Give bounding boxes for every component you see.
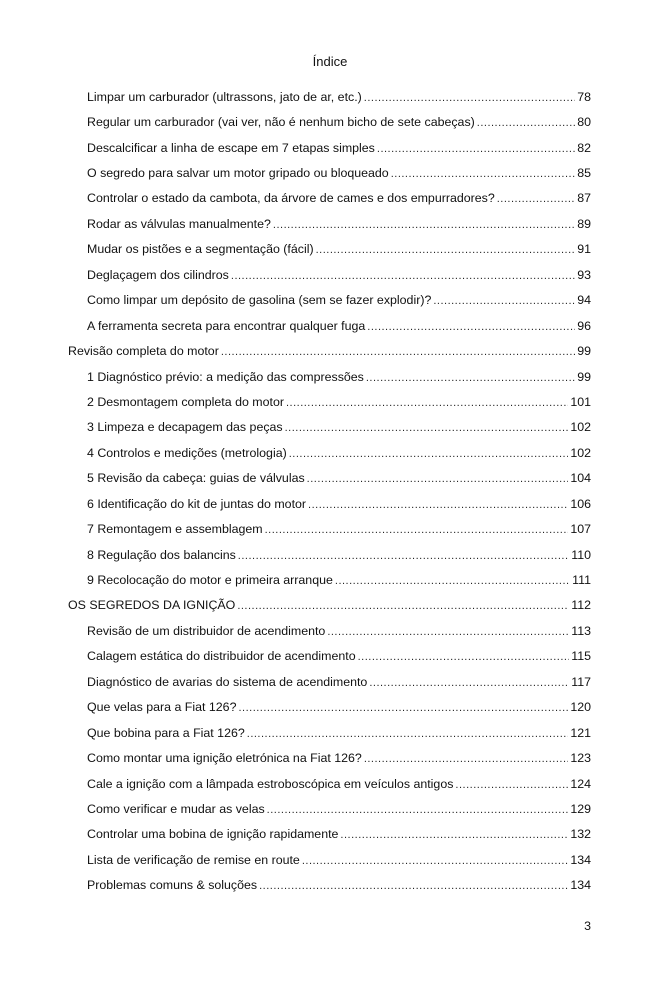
toc-dot-leader bbox=[367, 319, 575, 335]
toc-dot-leader bbox=[340, 827, 568, 843]
toc-entry-page-number: 112 bbox=[571, 598, 591, 613]
toc-subsection-entry[interactable] bbox=[0, 237, 660, 262]
toc-entry-page-number: 117 bbox=[571, 674, 591, 689]
toc-subsection-entry[interactable] bbox=[0, 516, 660, 541]
toc-subsection-entry[interactable] bbox=[0, 84, 660, 109]
toc-entry-title: Revisão de um distribuidor de acendimento bbox=[87, 623, 326, 638]
toc-entry-page-number: 134 bbox=[570, 878, 591, 893]
toc-subsection-entry[interactable] bbox=[0, 466, 660, 491]
toc-subsection-entry[interactable] bbox=[0, 542, 660, 567]
toc-entry-title: Regular um carburador (vai ver, não é nenhum bicho de sete cabeças) bbox=[87, 115, 475, 130]
toc-entry-title: Deglaçagem dos cilindros bbox=[87, 267, 229, 282]
toc-entry-page-number: 120 bbox=[570, 700, 591, 715]
toc-entry-page-number: 115 bbox=[571, 649, 591, 664]
toc-entry-page-number: 124 bbox=[570, 776, 591, 791]
toc-entry-title: Como limpar um depósito de gasolina (sem se fazer explodir)? bbox=[87, 293, 432, 308]
toc-entry-page-number: 132 bbox=[570, 827, 591, 842]
toc-entry-title: O segredo para salvar um motor gripado ou bloqueado bbox=[87, 166, 389, 181]
toc-entry-page-number: 85 bbox=[577, 166, 591, 181]
toc-subsection-entry[interactable] bbox=[0, 313, 660, 338]
toc-entry-page-number: 89 bbox=[577, 216, 591, 231]
toc-entry-page-number: 106 bbox=[570, 496, 591, 511]
toc-entry-title: Mudar os pistões e a segmentação (fácil) bbox=[87, 242, 314, 257]
toc-subsection-entry[interactable] bbox=[0, 211, 660, 236]
toc-entry-title: Diagnóstico de avarias do sistema de acendimento bbox=[87, 674, 368, 689]
toc-subsection-entry[interactable] bbox=[0, 771, 660, 796]
toc-entry-title: Como montar uma ignição eletrónica na Fiat 126? bbox=[87, 751, 362, 766]
toc-entry-page-number: 94 bbox=[577, 293, 591, 308]
toc-subsection-entry[interactable] bbox=[0, 135, 660, 160]
toc-dot-leader bbox=[237, 598, 569, 614]
toc-dot-leader bbox=[377, 141, 575, 157]
toc-entry-page-number: 102 bbox=[570, 445, 591, 460]
toc-dot-leader bbox=[267, 802, 569, 818]
toc-subsection-entry[interactable] bbox=[0, 669, 660, 694]
toc-entry-page-number: 87 bbox=[577, 191, 591, 206]
toc-dot-leader bbox=[366, 370, 575, 386]
toc-entry-title: OS SEGREDOS DA IGNIÇÃO bbox=[68, 598, 236, 613]
toc-entry-page-number: 80 bbox=[577, 115, 591, 130]
toc-subsection-entry[interactable] bbox=[0, 109, 660, 134]
page-title: Índice bbox=[312, 54, 348, 69]
toc-entry-page-number: 82 bbox=[577, 140, 591, 155]
toc-subsection-entry[interactable] bbox=[0, 186, 660, 211]
table-of-contents bbox=[0, 84, 660, 898]
toc-subsection-entry[interactable] bbox=[0, 364, 660, 389]
toc-subsection-entry[interactable] bbox=[0, 491, 660, 516]
toc-subsection-entry[interactable] bbox=[0, 288, 660, 313]
toc-entry-page-number: 99 bbox=[577, 344, 591, 359]
toc-entry-title: 1 Diagnóstico prévio: a medição das compressões bbox=[87, 369, 364, 384]
toc-subsection-entry[interactable] bbox=[0, 415, 660, 440]
toc-dot-leader bbox=[369, 675, 569, 691]
toc-entry-title: Rodar as válvulas manualmente? bbox=[87, 216, 271, 231]
toc-entry-title: Descalcificar a linha de escape em 7 etapas simples bbox=[87, 140, 375, 155]
toc-entry-title: 2 Desmontagem completa do motor bbox=[87, 394, 284, 409]
toc-entry-title: 8 Regulação dos balancins bbox=[87, 547, 236, 562]
toc-entry-page-number: 110 bbox=[571, 547, 591, 562]
toc-subsection-entry[interactable] bbox=[0, 389, 660, 414]
toc-entry-title: 5 Revisão da cabeça: guias de válvulas bbox=[87, 471, 305, 486]
toc-subsection-entry[interactable] bbox=[0, 720, 660, 745]
toc-entry-page-number: 104 bbox=[570, 471, 591, 486]
toc-entry-page-number: 99 bbox=[577, 369, 591, 384]
toc-subsection-entry[interactable] bbox=[0, 644, 660, 669]
toc-dot-leader bbox=[477, 115, 575, 131]
toc-dot-leader bbox=[358, 649, 570, 665]
toc-entry-title: 9 Recolocação do motor e primeira arranque bbox=[87, 573, 333, 588]
toc-entry-title: Cale a ignição com a lâmpada estroboscópica em veículos antigos bbox=[87, 776, 454, 791]
toc-dot-leader bbox=[238, 548, 569, 564]
toc-dot-leader bbox=[247, 726, 569, 742]
toc-entry-title: 4 Controlos e medições (metrologia) bbox=[87, 445, 287, 460]
toc-entry-title: Calagem estática do distribuidor de acendimento bbox=[87, 649, 356, 664]
toc-dot-leader bbox=[433, 293, 575, 309]
toc-entry-page-number: 93 bbox=[577, 267, 591, 282]
toc-subsection-entry[interactable] bbox=[0, 745, 660, 770]
toc-subsection-entry[interactable] bbox=[0, 262, 660, 287]
toc-dot-leader bbox=[285, 420, 569, 436]
toc-entry-page-number: 123 bbox=[570, 751, 591, 766]
toc-entry-title: 7 Remontagem e assemblagem bbox=[87, 522, 263, 537]
toc-dot-leader bbox=[364, 90, 575, 106]
toc-entry-title: Revisão completa do motor bbox=[68, 344, 219, 359]
toc-subsection-entry[interactable] bbox=[0, 873, 660, 898]
toc-dot-leader bbox=[308, 497, 568, 513]
toc-dot-leader bbox=[289, 446, 569, 462]
toc-section-entry[interactable] bbox=[0, 338, 660, 363]
toc-entry-page-number: 78 bbox=[577, 89, 591, 104]
toc-dot-leader bbox=[335, 573, 570, 589]
toc-dot-leader bbox=[455, 777, 568, 793]
toc-subsection-entry[interactable] bbox=[0, 440, 660, 465]
toc-subsection-entry[interactable] bbox=[0, 160, 660, 185]
toc-entry-title: A ferramenta secreta para encontrar qualquer fuga bbox=[87, 318, 366, 333]
toc-dot-leader bbox=[273, 217, 575, 233]
toc-entry-title: 3 Limpeza e decapagem das peças bbox=[87, 420, 283, 435]
page-number: 3 bbox=[584, 919, 591, 933]
toc-entry-title: Que bobina para a Fiat 126? bbox=[87, 725, 245, 740]
toc-dot-leader bbox=[307, 471, 569, 487]
toc-entry-title: Como verificar e mudar as velas bbox=[87, 801, 265, 816]
toc-dot-leader bbox=[221, 344, 575, 360]
toc-entry-page-number: 96 bbox=[577, 318, 591, 333]
toc-dot-leader bbox=[259, 878, 568, 894]
toc-entry-page-number: 102 bbox=[570, 420, 591, 435]
toc-dot-leader bbox=[364, 751, 569, 767]
toc-entry-page-number: 107 bbox=[570, 522, 591, 537]
toc-dot-leader bbox=[231, 268, 575, 284]
toc-entry-page-number: 121 bbox=[570, 725, 591, 740]
toc-dot-leader bbox=[391, 166, 576, 182]
toc-dot-leader bbox=[238, 700, 568, 716]
toc-entry-title: Problemas comuns & soluções bbox=[87, 878, 258, 893]
toc-entry-title: Lista de verificação de remise en route bbox=[87, 852, 300, 867]
toc-subsection-entry[interactable] bbox=[0, 567, 660, 592]
toc-dot-leader bbox=[286, 395, 568, 411]
toc-section-entry[interactable] bbox=[0, 593, 660, 618]
toc-dot-leader bbox=[316, 242, 576, 258]
toc-entry-title: Limpar um carburador (ultrassons, jato de ar, etc.) bbox=[87, 89, 362, 104]
toc-entry-page-number: 113 bbox=[571, 623, 591, 638]
toc-subsection-entry[interactable] bbox=[0, 847, 660, 872]
toc-dot-leader bbox=[265, 522, 569, 538]
toc-entry-page-number: 129 bbox=[570, 801, 591, 816]
toc-entry-title: 6 Identificação do kit de juntas do motor bbox=[87, 496, 307, 511]
toc-entry-page-number: 101 bbox=[570, 394, 591, 409]
toc-entry-title: Controlar o estado da cambota, da árvore de cames e dos empurradores? bbox=[87, 191, 495, 206]
toc-subsection-entry[interactable] bbox=[0, 822, 660, 847]
toc-dot-leader bbox=[497, 191, 575, 207]
toc-entry-title: Que velas para a Fiat 126? bbox=[87, 700, 237, 715]
toc-entry-title: Controlar uma bobina de ignição rapidamente bbox=[87, 827, 339, 842]
toc-subsection-entry[interactable] bbox=[0, 695, 660, 720]
toc-entry-page-number: 111 bbox=[572, 573, 591, 588]
toc-entry-page-number: 134 bbox=[570, 852, 591, 867]
toc-dot-leader bbox=[327, 624, 569, 640]
toc-dot-leader bbox=[302, 853, 568, 869]
toc-subsection-entry[interactable] bbox=[0, 618, 660, 643]
toc-entry-page-number: 91 bbox=[577, 242, 591, 257]
toc-subsection-entry[interactable] bbox=[0, 796, 660, 821]
